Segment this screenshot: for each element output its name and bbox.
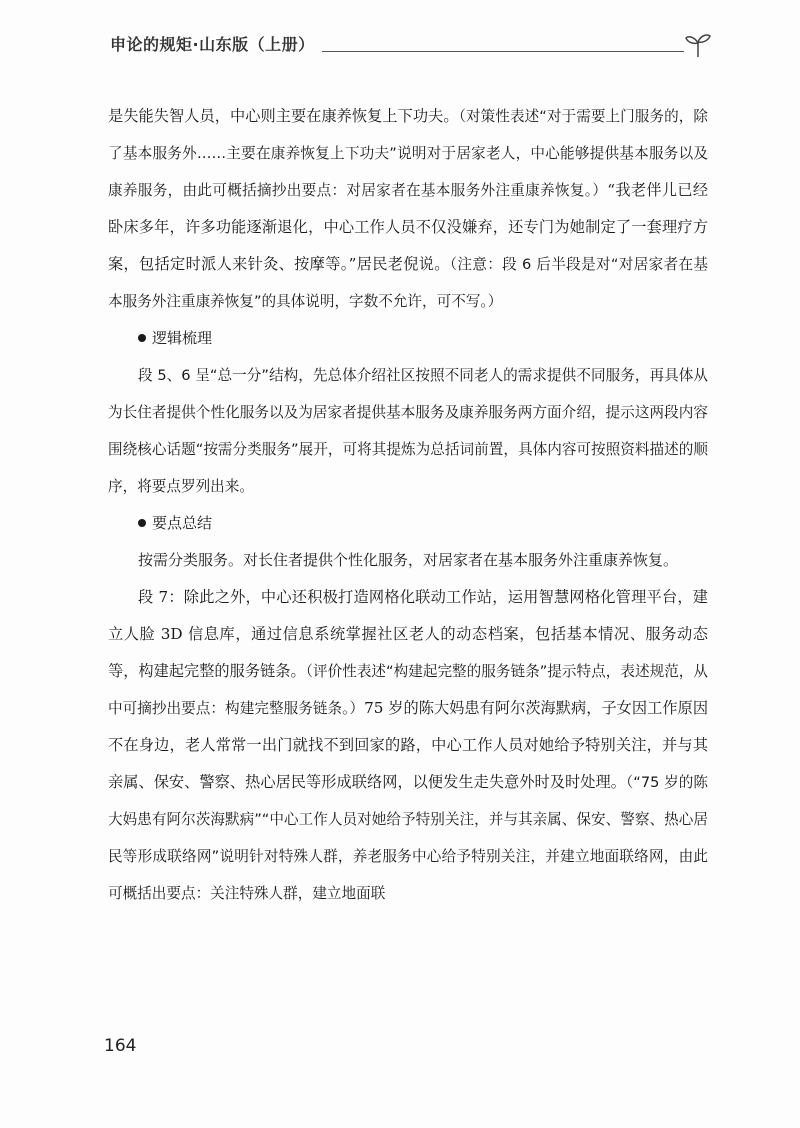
page-number: 164 xyxy=(104,1036,137,1056)
paragraph-6-continued xyxy=(108,98,708,320)
logic-paragraph xyxy=(108,357,708,505)
summary-heading xyxy=(108,505,708,542)
summary-paragraph: 按需分类服务。对长住者提供个性化服务，对居家者在基本服务外注重康养恢复。 xyxy=(138,551,679,569)
resident-quote: “我老伴儿已经卧床多年，许多功能逐渐退化，中心工作人员不仅没嫌弃，还专门为她制定了一套理疗方案，包括定时派人来针灸、按摩等。”居民老倪说。 xyxy=(108,181,709,273)
body-content xyxy=(108,98,708,912)
paragraph-text: 75 岁的陈大妈患有阿尔茨海默病，子女因工作原因不在身边，老人常常一出门就找不到回家的路，中心工作人员对她给予特别关注，并与其亲属、保安、警察、热心居民等形成联络网，以便发生走失意外时及时处理。 xyxy=(108,699,709,791)
paragraph-7 xyxy=(108,579,708,912)
heading-label: 逻辑梳理 xyxy=(152,329,213,347)
bullet-icon xyxy=(138,519,146,527)
logic-text: 段 5、6 呈“总一分”结构，先总体介绍社区按照不同老人的需求提供不同服务，再具体从为长住者提供个性化服务以及为居家者提供基本服务及康养服务两方面介绍，提示这两段内容围绕核心话题“按需分类服务”展开，可将其提炼为总括词前置，具体内容可按照资料描述的顺序，将要点罗列出来。 xyxy=(108,367,708,495)
analysis-note: （对策性表述“对于需要上门服务的，除了基本服务外……主要在康养恢复上下功夫”说明对于居家老人，中心能够提供基本服务以及康养服务，由此可概括摘抄出要点：对居家者在基本服务外注重康养恢复。） xyxy=(108,108,709,199)
header-rule xyxy=(322,51,684,52)
book-title: 申论的规矩·山东版（上册） xyxy=(110,35,315,54)
heading-label: 要点总结 xyxy=(152,514,213,532)
analysis-note: （“75 岁的陈大妈患有阿尔茨海默病”“中心工作人员对她给予特别关注，并与其亲属、保安、警察、热心居民等形成联络网”说明针对特殊人群，养老服务中心给予特别关注，并建立地面联络网，由此可概括出要点：关注特殊人群，建立地面联 xyxy=(108,774,708,902)
running-header xyxy=(110,34,712,64)
analysis-note: （评价性表述“构建起完整的服务链条”提示特点，表述规范，从中可摘抄出要点：构建完整服务链条。） xyxy=(108,663,709,717)
bullet-icon xyxy=(138,334,146,342)
logic-heading xyxy=(108,320,708,357)
analysis-note: （注意：段 6 后半段是对“对居家者在基本服务外注重康养恢复”的具体说明，字数不允许，可不写。） xyxy=(108,256,708,310)
paragraph-text: 段 7：除此之外，中心还积极打造网格化联动工作站，运用智慧网格化管理平台，建立人脸 3D 信息库，通过信息系统掌握社区老人的动态档案，包括基本情况、服务动态等，构建起完整的服务链条。 xyxy=(108,588,708,680)
paragraph-text: 是失能失智人员，中心则主要在康养恢复上下功夫。 xyxy=(108,107,459,125)
sprout-icon xyxy=(684,32,712,58)
